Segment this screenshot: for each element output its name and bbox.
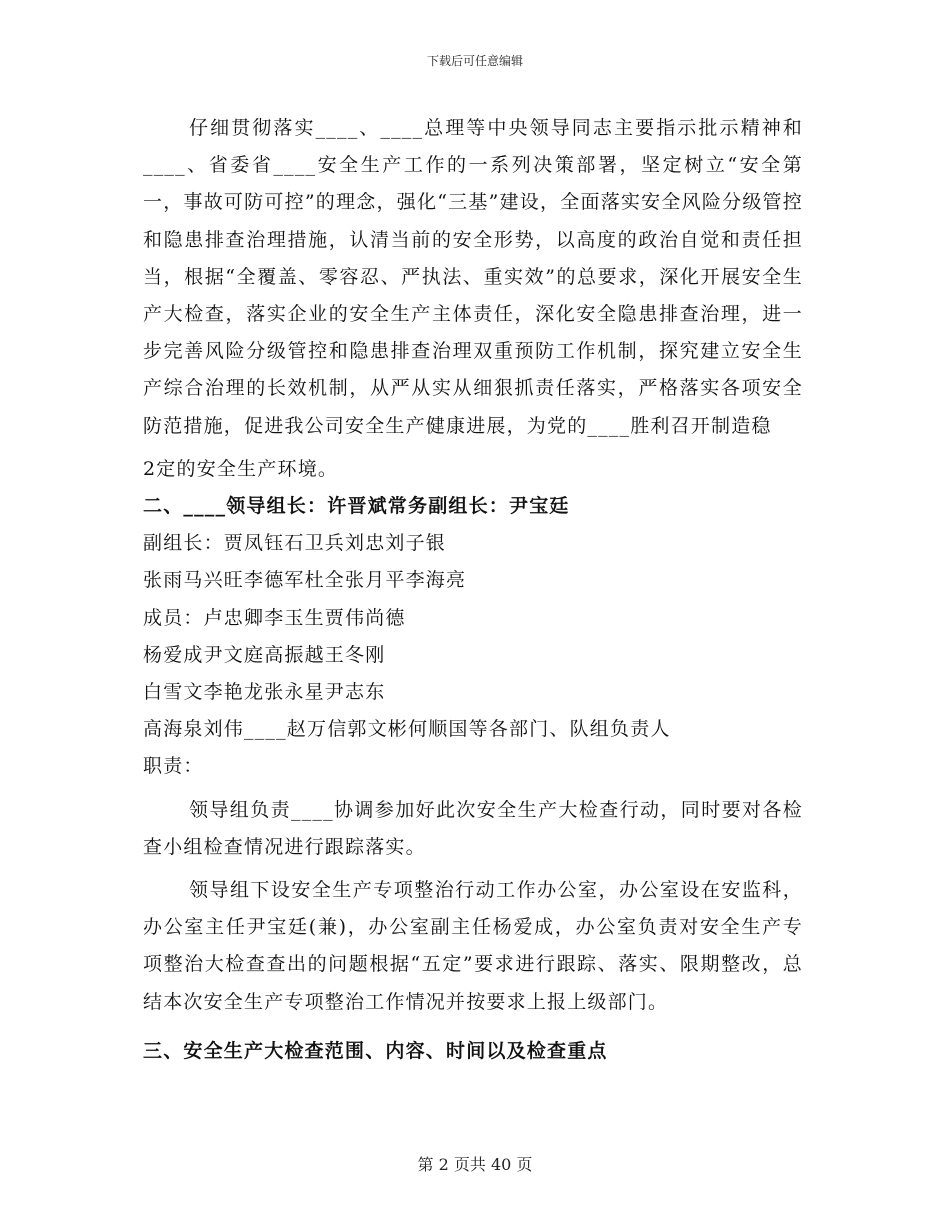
member-line: 副组长：贾凤钰石卫兵刘忠刘子银	[143, 532, 447, 555]
document-body	[143, 110, 803, 1070]
paragraph-continuation: 2定的安全生产环境。	[143, 457, 339, 480]
page-header: 下载后可任意编辑	[426, 54, 523, 68]
paragraph-office: 领导组下设安全生产专项整治行动工作办公室，办公室设在安监科，办公室主任尹宝廷(兼)，办公室副主任杨爱成，办公室负责对安全生产专项整治大检查查出的问题根据“五定”要求进行跟踪、落实、限期整改，总结本次安全生产专项整治工作情况并按要求上报上级部门。	[143, 879, 803, 1013]
paragraph-duties: 领导组负责____协调参加好此次安全生产大检查行动，同时要对各检查小组检查情况进行跟踪落实。	[143, 798, 803, 858]
member-line: 成员：卢忠卿李玉生贾伟尚德	[143, 606, 406, 629]
member-line: 张雨马兴旺李德军杜全张月平李海亮	[143, 569, 467, 592]
page-footer: 第 2 页共 40 页	[417, 1155, 533, 1174]
paragraph-intro: 仔细贯彻落实____、____总理等中央领导同志主要指示批示精神和____、省委省____安全生产工作的一系列决策部署，坚定树立“安全第一，事故可防可控”的理念，强化“三基”建设，全面落实安全风险分级管控和隐患排查治理措施，认清当前的安全形势，以高度的政治自觉和责任担当，根据“全覆盖、零容忍、严执法、重实效”的总要求，深化开展安全生产大检查，落实企业的安全生产主体责任，深化安全隐患排查治理，进一步完善风险分级管控和隐患排查治理双重预防工作机制，探究建立安全生产综合治理的长效机制，从严从实从细狠抓责任落实，严格落实各项安全防范措施，促进我公司安全生产健康进展，为党的____胜利召开制造稳	[143, 117, 803, 437]
section-heading-3: 三、安全生产大检查范围、内容、时间以及检查重点	[143, 1039, 608, 1062]
duties-label: 职责：	[143, 755, 204, 778]
member-line: 高海泉刘伟____赵万信郭文彬何顺国等各部门、队组负责人	[143, 718, 671, 741]
member-line: 白雪文李艳龙张永星尹志东	[143, 681, 386, 704]
member-line: 杨爱成尹文庭高振越王冬刚	[143, 643, 386, 666]
section-heading-2: 二、____领导组长：许晋斌常务副组长：尹宝廷	[143, 495, 570, 518]
